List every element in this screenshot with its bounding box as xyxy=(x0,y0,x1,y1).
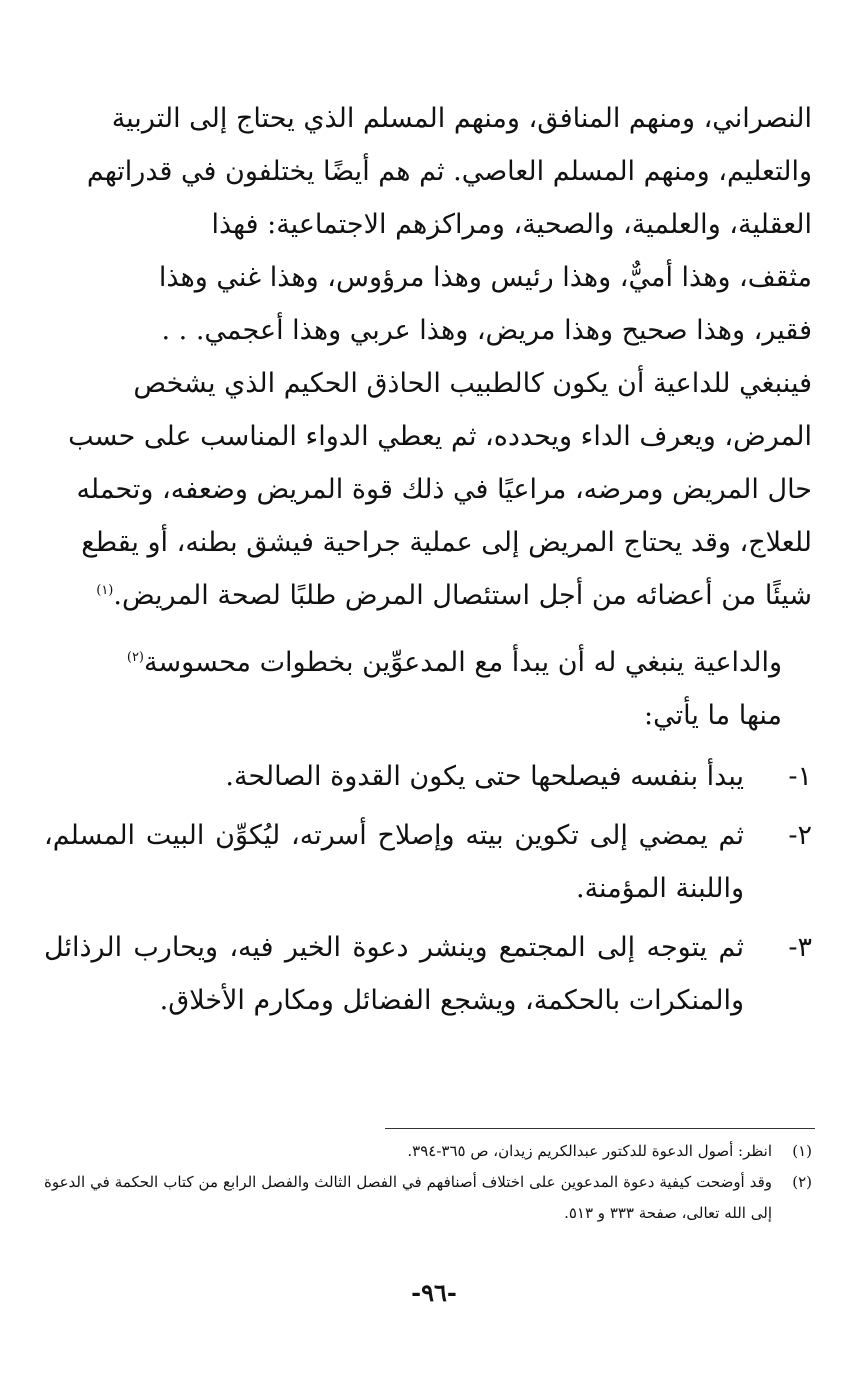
main-text xyxy=(44,92,812,1027)
paragraph-1 xyxy=(44,92,812,622)
text-line: العقلية، والعلمية، والصحية، ومراكزهم الاجتماعية: فهذا xyxy=(211,209,812,240)
text-line: فينبغي للداعية أن يكون كالطبيب الحاذق الحكيم الذي يشخص xyxy=(133,368,812,399)
list-item-text: ثم يمضي إلى تكوين بيته وإصلاح أسرته، ليُكوِّن البيت المسلم، واللبنة المؤمنة. xyxy=(44,820,744,904)
paragraph-2 xyxy=(44,636,812,742)
list-item xyxy=(44,750,812,803)
text-line: للعلاج، وقد يحتاج المريض إلى عملية جراحية فيشق بطنه، أو يقطع xyxy=(81,527,812,558)
footnote-marker-1: (١) xyxy=(96,583,114,598)
text-line: حال المريض ومرضه، مراعيًا في ذلك قوة المريض وضعفه، وتحمله xyxy=(76,474,812,505)
list-item-text: ثم يتوجه إلى المجتمع وينشر دعوة الخير فيه، ويحارب الرذائل والمنكرات بالحكمة، ويشجع الفضائل ومكارم الأخلاق. xyxy=(44,932,744,1016)
list-item-text: يبدأ بنفسه فيصلحها حتى يكون القدوة الصالحة. xyxy=(225,761,744,792)
list-item xyxy=(44,921,812,1027)
list-item-number: ٢- xyxy=(788,820,812,851)
text-line: فقير، وهذا صحيح وهذا مريض، وهذا عربي وهذا أعجمي. . . xyxy=(161,315,812,346)
list-item xyxy=(44,809,812,915)
text-line-content: والداعية ينبغي له أن يبدأ مع المدعوِّين بخطوات محسوسة xyxy=(144,647,782,678)
list-item-number: ١- xyxy=(788,761,812,792)
steps-list xyxy=(44,750,812,1027)
footnote-1 xyxy=(44,1136,812,1167)
footnote-text: وقد أوضحت كيفية دعوة المدعوين على اختلاف أصنافهم في الفصل الثالث والفصل الرابع من كتاب الحكمة في الدعوة إلى الله تعالى، صفحة ٣٣٣ و ٥١٣. xyxy=(44,1173,772,1222)
footnote-text: انظر: أصول الدعوة للدكتور عبدالكريم زيدان، ص ٣٦٥-٣٩٤. xyxy=(407,1142,772,1160)
text-line-content: شيئًا من أعضائه من أجل استئصال المرض طلبًا لصحة المريض. xyxy=(113,580,812,611)
footnote-number: (١) xyxy=(792,1142,812,1160)
footnote-marker-2: (٢) xyxy=(126,650,144,665)
page-number: -٩٦- xyxy=(411,1278,457,1307)
text-line: مثقف، وهذا أميٌّ، وهذا رئيس وهذا مرؤوس، وهذا غني وهذا xyxy=(158,262,812,293)
text-line xyxy=(44,569,812,622)
text-line xyxy=(44,636,812,689)
text-line: والتعليم، ومنهم المسلم العاصي. ثم هم أيضًا يختلفون في قدراتهم xyxy=(86,156,812,187)
text-line: النصراني، ومنهم المنافق، ومنهم المسلم الذي يحتاج إلى التربية xyxy=(111,103,812,134)
footnote-2 xyxy=(44,1167,812,1229)
text-line: منها ما يأتي: xyxy=(644,700,782,731)
text-line: المرض، ويعرف الداء ويحدده، ثم يعطي الدواء المناسب على حسب xyxy=(68,421,812,452)
footnotes xyxy=(44,1136,812,1229)
footnote-number: (٢) xyxy=(792,1173,812,1191)
list-item-number: ٣- xyxy=(788,932,812,963)
footnote-separator xyxy=(385,1128,815,1129)
